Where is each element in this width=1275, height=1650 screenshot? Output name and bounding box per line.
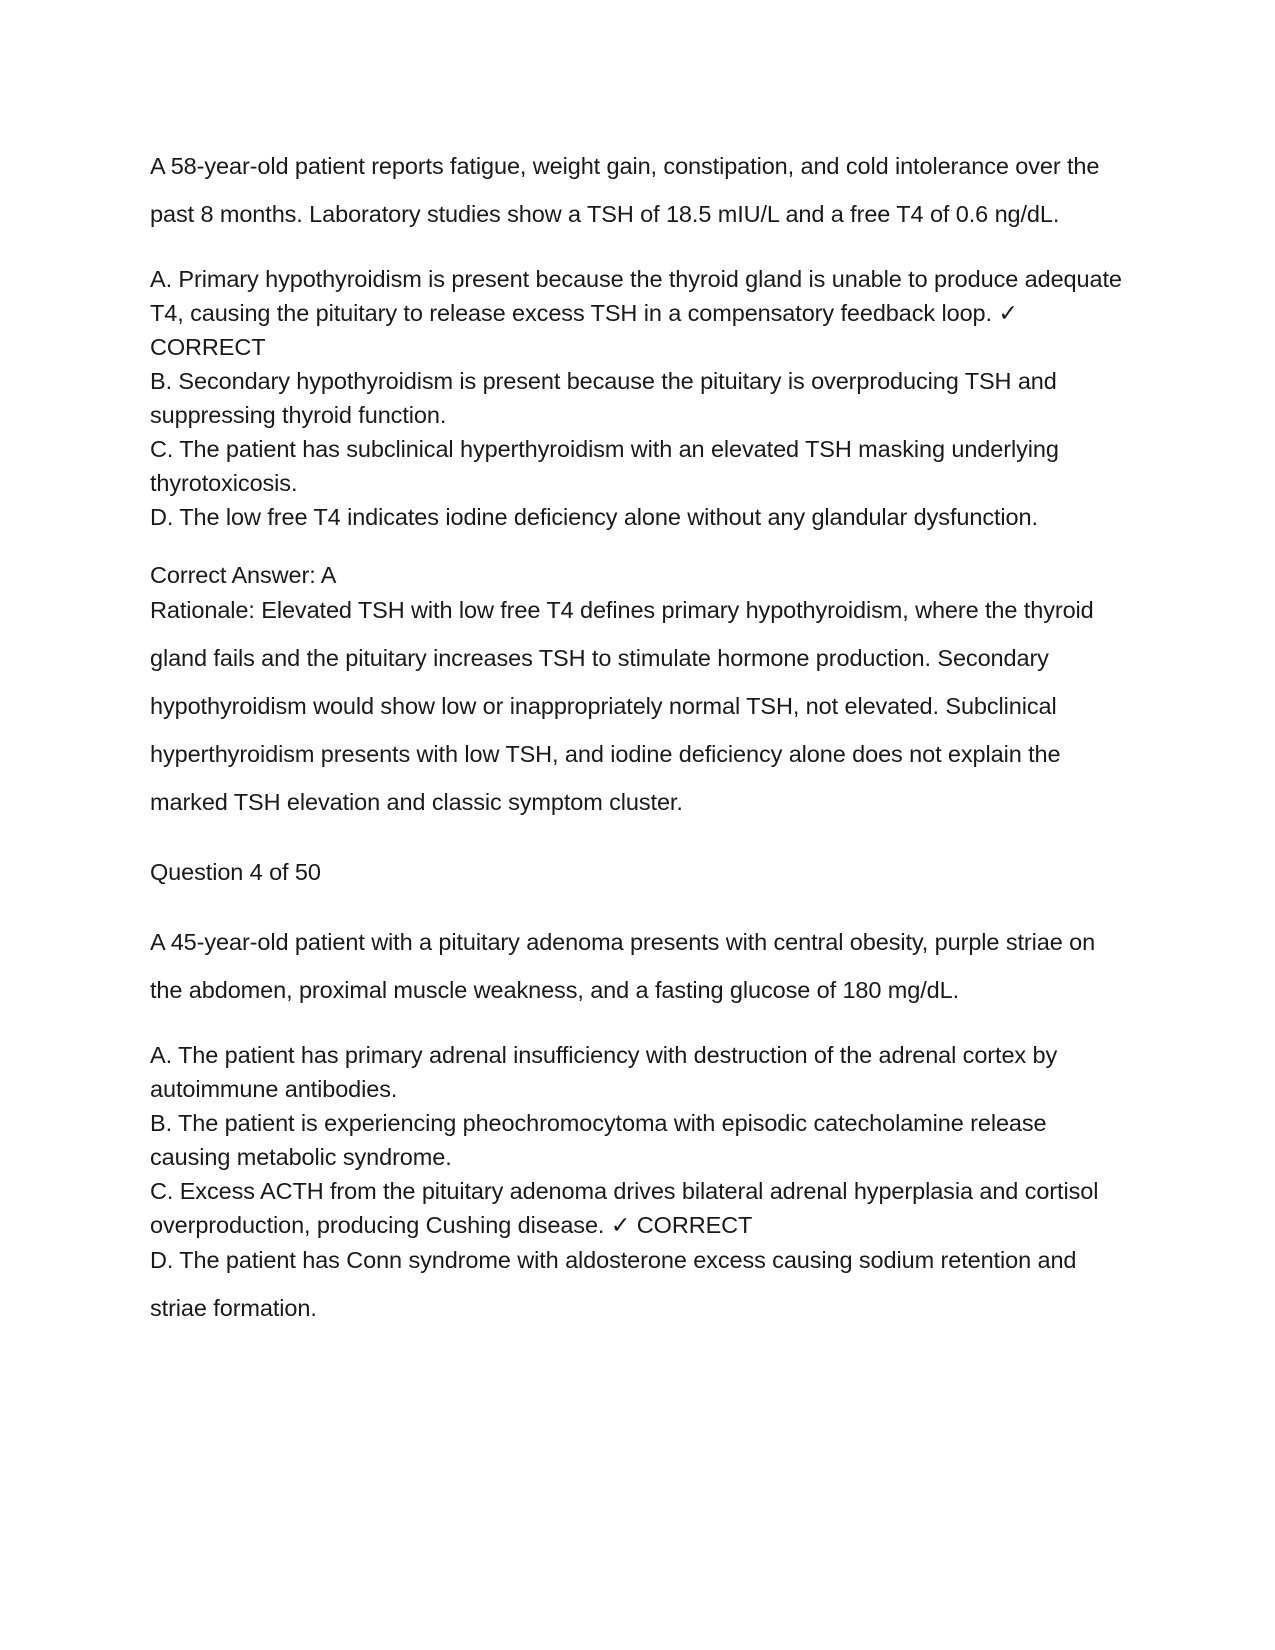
correct-answer: Correct Answer: A [150, 562, 337, 588]
option-a: A. Primary hypothyroidism is present because the thyroid gland is unable to produce adequate T4, causing the pituitary to release excess TSH in a compensatory feedback loop. ✓ CORRECT [150, 266, 1122, 360]
answer-options [150, 262, 1130, 534]
option-b: B. Secondary hypothyroidism is present because the pituitary is overproducing TSH and suppressing thyroid function. [150, 368, 1057, 428]
question-header: Question 4 of 50 [150, 859, 321, 885]
document-page [150, 142, 1130, 1332]
spacer [150, 238, 1130, 262]
option-d: D. The patient has Conn syndrome with aldosterone excess causing sodium retention and striae formation. [150, 1247, 1077, 1321]
question-stem: A 45-year-old patient with a pituitary adenoma presents with central obesity, purple striae on the abdomen, proximal muscle weakness, and a fasting glucose of 180 mg/dL. [150, 929, 1096, 1003]
spacer [150, 896, 1130, 918]
option-a: A. The patient has primary adrenal insufficiency with destruction of the adrenal cortex by autoimmune antibodies. [150, 1042, 1058, 1102]
option-c: C. Excess ACTH from the pituitary adenoma drives bilateral adrenal hyperplasia and cortisol overproduction, producing Cushing disease. ✓ CORRECT [150, 1178, 1099, 1238]
spacer [150, 534, 1130, 558]
question-stem: A 58-year-old patient reports fatigue, weight gain, constipation, and cold intolerance over the past 8 months. Laboratory studies show a TSH of 18.5 mIU/L and a free T4 of 0.6 ng/dL. [150, 153, 1100, 227]
answer-options [150, 1038, 1130, 1332]
option-d: D. The low free T4 indicates iodine deficiency alone without any glandular dysfunction. [150, 504, 1038, 530]
spacer [150, 826, 1130, 848]
option-b: B. The patient is experiencing pheochromocytoma with episodic catecholamine release causing metabolic syndrome. [150, 1110, 1047, 1170]
spacer [150, 1014, 1130, 1038]
rationale: Rationale: Elevated TSH with low free T4 defines primary hypothyroidism, where the thyroid gland fails and the pituitary increases TSH to stimulate hormone production. Secondary hypothyroidism would show low or inappropriately normal TSH, not elevated. Subclinical hyperthyroidism presents with low TSH, and iodine deficiency alone does not explain the marked TSH elevation and classic symptom cluster. [150, 597, 1094, 815]
option-c: C. The patient has subclinical hyperthyroidism with an elevated TSH masking underlying thyrotoxicosis. [150, 436, 1059, 496]
